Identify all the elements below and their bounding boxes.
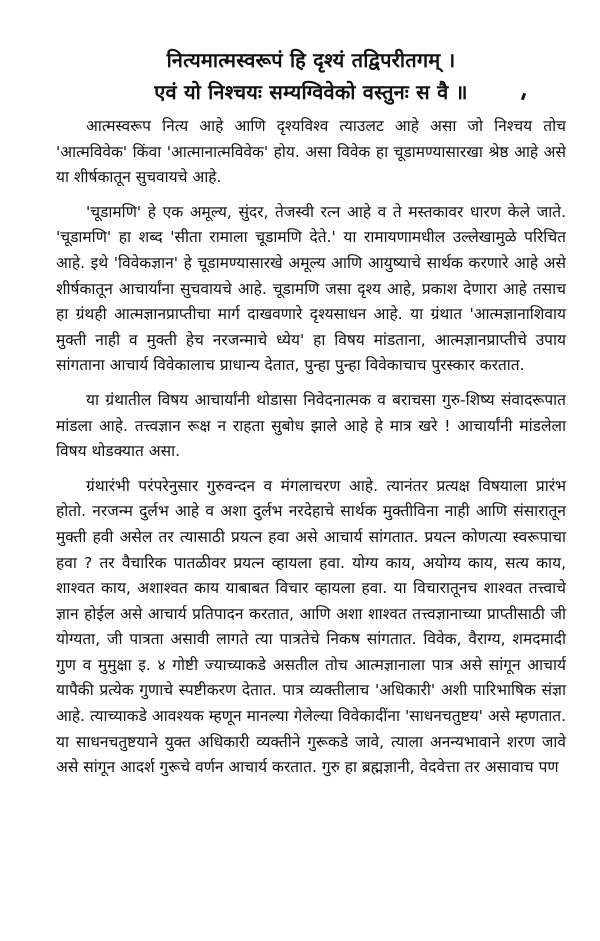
verse-line-1: नित्यमात्मस्वरूपं हि दृश्यं तद्विपरीतगम् । bbox=[166, 48, 456, 72]
verse-line-2: एवं यो निश्चयः सम्यग्विवेको वस्तुनः स वै ॥ bbox=[154, 80, 468, 104]
paragraph-1: आत्मस्वरूप नित्य आहे आणि दृश्यविश्व त्याउलट आहे असा जो निश्चय तोच 'आत्मविवेक' किंवा 'आत्मानात्मविवेक' होय. असा विवेक हा चूडामण्यासारखा श्रेष्ठ आहे असे या शीर्षकातून सुचवायचे आहे. bbox=[56, 117, 566, 187]
paragraph-2: 'चूडामणि' हे एक अमूल्य, सुंदर, तेजस्वी रत्न आहे व ते मस्तकावर धारण केले जाते. 'चूडामणि' हा शब्द 'सीता रामाला चूडामणि देते.' या रामायणामधील उल्लेखामुळे परिचित आहे. इथे 'विवेकज्ञान' हे चूडामण्यासारखे अमूल्य आणि आयुष्याचे सार्थक करणारे आहे असे शीर्षकातून आचार्यांना सुचवायचे आहे. चूडामणि जसा दृश्य आहे, प्रकाश देणारा आहे तसाच हा ग्रंथही आत्मज्ञानप्राप्तीचा मार्ग दाखवणारे दृश्यसाधन आहे. या ग्रंथात 'आत्मज्ञानाशिवाय मुक्ती नाही व मुक्ती हेच नरजन्माचे ध्येय' हा विषय मांडताना, आत्मज्ञानप्राप्तीचे उपाय सांगताना आचार्य विवेकालाच प्राधान्य देतात, पुन्हा पुन्हा विवेकाचाच पुरस्कार करतात. bbox=[56, 202, 566, 375]
paragraph-4: ग्रंथारंभी परंपरेनुसार गुरुवन्दन व मंगलाचरण आहे. त्यानंतर प्रत्यक्ष विषयाला प्रारंभ होतो. नरजन्म दुर्लभ आहे व अशा दुर्लभ नरदेहाचे सार्थक मुक्तीविना नाही आणि संसारातून मुक्ती हवी असेल तर त्यासाठी प्रयत्न हवा असे आचार्य सांगतात. प्रयत्न कोणत्या स्वरूपाचा हवा ? तर वैचारिक पातळीवर प्रयत्न व्हायला हवा. योग्य काय, अयोग्य काय, सत्य काय, शाश्वत काय, अशाश्वत काय याबाबत विचार व्हायला हवा. या विचारातूनच शाश्वत तत्त्वाचे ज्ञान होईल असे आचार्य प्रतिपादन करतात, आणि अशा शाश्वत तत्त्वज्ञानाच्या प्राप्तीसाठी जी योग्यता, जी पात्रता असावी लागते त्या पात्रतेचे निकष सांगतात. विवेक, वैराग्य, शमदमादी गुण व मुमुक्षा इ. ४ गोष्टी ज्याच्याकडे असतील तोच आत्मज्ञानाला पात्र असे सांगून आचार्य यापैकी प्रत्येक गुणाचे स्पष्टीकरण देतात. पात्र व्यक्तीलाच 'अधिकारी' अशी पारिभाषिक संज्ञा आहे. त्याच्याकडे आवश्यक म्हणून मानल्या गेलेल्या विवेकादींना 'साधनचतुष्टय' असे म्हणतात. या साधनचतुष्टयाने युक्त अधिकारी व्यक्तीने गुरूकडे जावे, त्याला अनन्यभावाने शरण जावे असे सांगून आदर्श गुरूचे वर्णन आचार्य करतात. गुरु हा ब्रह्मज्ञानी, वेदवेत्ता तर असावाच पण bbox=[56, 476, 566, 777]
sanskrit-verse bbox=[56, 44, 566, 108]
paragraph-3: या ग्रंथातील विषय आचार्यांनी थोडासा निवेदनात्मक व बराचसा गुरु-शिष्य संवादरूपात मांडला आहे. तत्त्वज्ञान रूक्ष न राहता सुबोध झाले आहे हे मात्र खरे ! आचार्यांनी मांडलेला विषय थोडक्यात असा. bbox=[56, 390, 566, 461]
